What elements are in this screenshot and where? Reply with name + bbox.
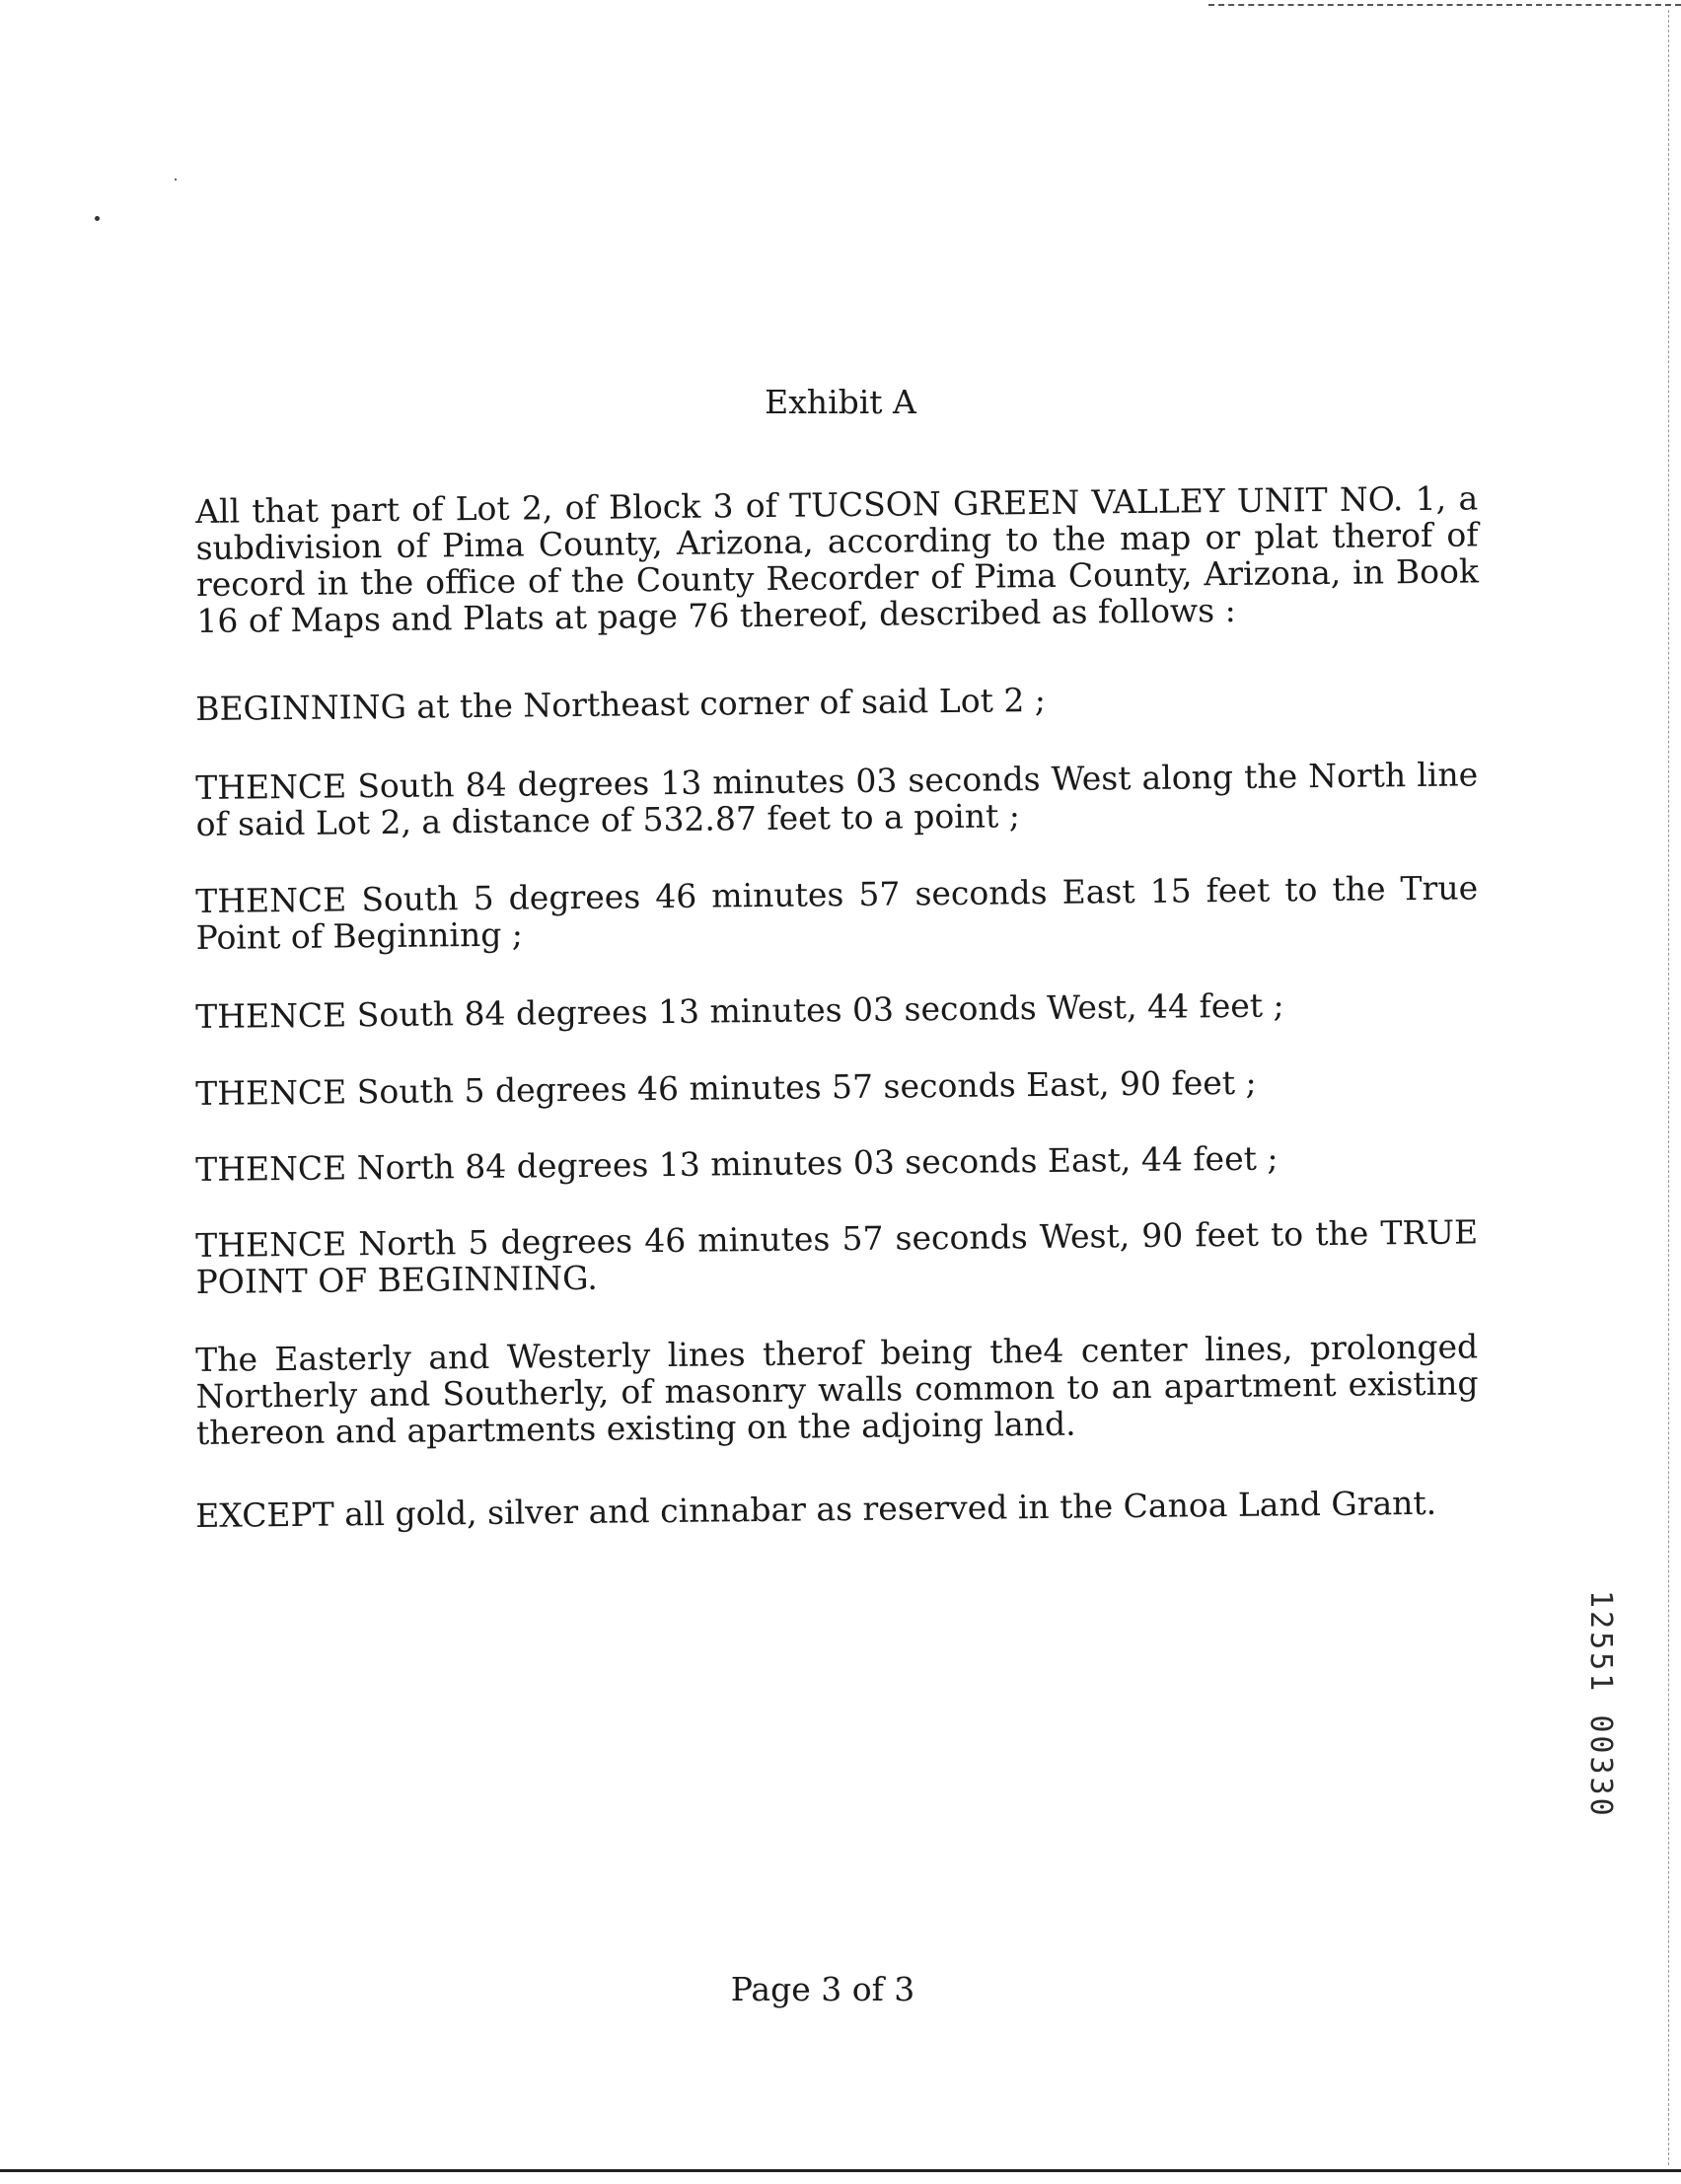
paragraph-beginning: BEGINNING at the Northeast corner of said Lot 2 ; bbox=[194, 680, 1047, 728]
scan-speck bbox=[175, 179, 177, 181]
paragraph-thence-2: THENCE South 5 degrees 46 minutes 57 seconds East 15 feet to the True Point of Beginning ; bbox=[194, 868, 1479, 957]
scan-right-edge bbox=[1668, 10, 1669, 2165]
paragraph-thence-4: THENCE South 5 degrees 46 minutes 57 seconds East, 90 feet ; bbox=[194, 1062, 1257, 1113]
scan-speck bbox=[95, 216, 100, 221]
paragraph-thence-6: THENCE North 5 degrees 46 minutes 57 seconds West, 90 feet to the TRUE POINT OF BEGINNING. bbox=[194, 1212, 1479, 1301]
scan-bottom-rule bbox=[0, 2169, 1681, 2172]
paragraph-exception: EXCEPT all gold, silver and cinnabar as reserved in the Canoa Land Grant. bbox=[194, 1483, 1437, 1535]
scan-top-rule bbox=[1208, 4, 1681, 6]
paragraph-thence-5: THENCE North 84 degrees 13 minutes 03 seconds East, 44 feet ; bbox=[194, 1138, 1279, 1189]
document-title: Exhibit A bbox=[765, 383, 916, 421]
paragraph-legal-description: All that part of Lot 2, of Block 3 of TUCSON GREEN VALLEY UNIT NO. 1, a subdivision of Pima County, Arizona, according to the map or plat therof of record in the office of the County Recorder of Pima County, Arizona, in Book 16 of Maps and Plats at page 76 thereof, described as follows : bbox=[194, 478, 1480, 640]
recording-stamp: 12551 00330 bbox=[1583, 1590, 1618, 1819]
paragraph-boundary-lines: The Easterly and Westerly lines therof being the4 center lines, prolonged Northerly and Southerly, of masonry walls common to an apartment existing thereon and apartments existing on the adjoing land. bbox=[194, 1327, 1479, 1452]
paragraph-thence-3: THENCE South 84 degrees 13 minutes 03 seconds West, 44 feet ; bbox=[194, 985, 1284, 1036]
page-number: Page 3 of 3 bbox=[730, 1970, 915, 2008]
paragraph-thence-1: THENCE South 84 degrees 13 minutes 03 seconds West along the North line of said Lot 2, a distance of 532.87 feet to a point ; bbox=[194, 755, 1479, 843]
